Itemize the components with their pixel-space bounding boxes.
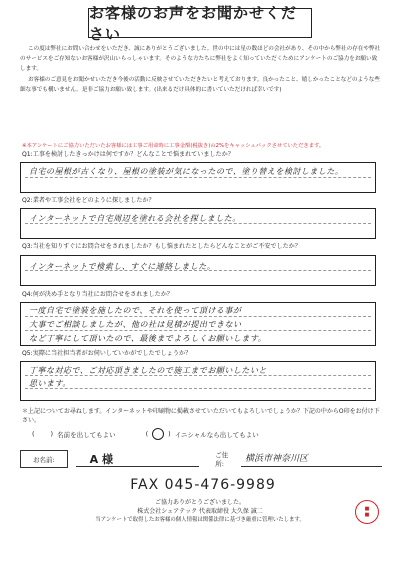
open-paren: ( — [32, 430, 35, 438]
answer-box-1[interactable] — [20, 162, 376, 193]
company-name: 株式会社シェアテック 代表取締役 大久保 誠二 — [137, 508, 263, 515]
permission-options — [32, 428, 259, 440]
name-value[interactable]: A 様 — [76, 451, 200, 467]
close-paren: ) — [50, 430, 54, 438]
close-paren: ) — [168, 430, 171, 438]
answer-box-4[interactable] — [20, 302, 376, 346]
circle-mark-icon — [152, 428, 164, 440]
address-label: ご住所: — [215, 451, 229, 468]
fax-number: FAX 045-476-9989 — [130, 477, 276, 493]
cashback-note: ※本アンケートにご協力いただいたお客様には工事ご用命時に工事金額(税抜き)の2%をキャッシュバックさせていただきます。 — [22, 143, 325, 149]
option-name-label: 名前を出してもよい — [57, 430, 116, 439]
dashed-line — [25, 330, 371, 331]
answer-4-line-2: 大事でご相談しましたが、他の社は見積が提出できない — [29, 320, 242, 329]
option-initial[interactable] — [146, 428, 259, 440]
answer-box-2[interactable] — [20, 208, 376, 239]
name-address-row — [20, 450, 382, 468]
question-2-label: Q2:業者や工事会社をどのように探しましたか？ — [22, 197, 155, 204]
dashed-line — [25, 316, 371, 317]
open-paren: ( — [145, 430, 149, 438]
answer-4-line-3: など丁寧にして頂いたので、最後までよろしくお願いします。 — [29, 334, 267, 343]
page-title: お客様のお声をお聞かせください — [88, 8, 312, 38]
question-5-label: Q5:実際に当社担当者がお伺いしていかがでしたでしょうか？ — [22, 350, 192, 357]
address-value[interactable]: 横浜市神奈川区 — [241, 451, 382, 467]
answer-4-line-1: 一度自宅で塗装を施したので、それを使って頂ける事が — [29, 306, 242, 315]
question-4-label: Q4:何が決め手となり当社にお問合せをされましたか？ — [22, 291, 173, 298]
thanks-text: ご協力ありがとうございました。 — [154, 499, 245, 506]
question-3-label: Q3:当社を知りすぐにお問合せをされましたか？もし悩まれたとしたらどんなことがご不安でしたか？ — [22, 243, 301, 250]
dashed-line — [25, 388, 371, 389]
intro-text — [20, 44, 382, 95]
answer-2-text: インターネットで自宅周辺を塗れる会社を探しました。 — [29, 214, 241, 223]
answer-box-3[interactable] — [20, 255, 376, 286]
question-1-label: Q1:工事を検討したきっかけは何ですか？どんなことで悩まれていましたか？ — [22, 151, 234, 158]
answer-box-5[interactable] — [20, 361, 376, 401]
name-label: お名前: — [20, 450, 68, 468]
answer-3-text: インターネットで検索し、すぐに連絡しました。 — [29, 262, 216, 271]
answer-5-line-2: 思います。 — [29, 379, 71, 388]
option-name[interactable] — [32, 430, 116, 439]
date-stamp-icon: ■ ■ — [355, 500, 379, 524]
answer-5-line-1: 丁寧な対応で、ご対応頂きましたので施工までお願いしたいと — [29, 366, 267, 375]
dashed-line — [25, 177, 371, 178]
permission-question: ＊上記についてお尋ねします。インターネットや印刷物に掲載させていただいてもよろしいでしょうか？下記の中からO印をお付け下さい。 — [22, 408, 380, 424]
intro-paragraph-1: この度は弊社にお問い合わせをいただき、誠にありがとうございました。世の中には星の数ほどの会社があり、その中から弊社の存在や弊社のサービスをご存知ないお客様が沢山いらっしゃいます。そのような方たちに弊社をよく知っていただくためにアンケートのご協力をお願い致します。 — [20, 46, 381, 73]
option-initial-label: イニシャルなら出してもよい — [174, 430, 259, 439]
privacy-note: 当アンケートで取得したお客様の個人情報は関係法律に基づき厳重に管理いたします。 — [95, 517, 305, 523]
intro-paragraph-2: お客様のご意見をお聞かせいただき今後の活動に反映させていただきたいと考えております。良かったこと、嬉しかったことなどのような些細な事でも構いません。是非ご協力お願い致します。(出来るだけ具体的に書いていただければ幸いです) — [20, 76, 380, 93]
answer-1-text: 自宅の屋根が古くなり、屋根の塗装が気になったので、塗り替えを検討しました。 — [29, 167, 344, 176]
